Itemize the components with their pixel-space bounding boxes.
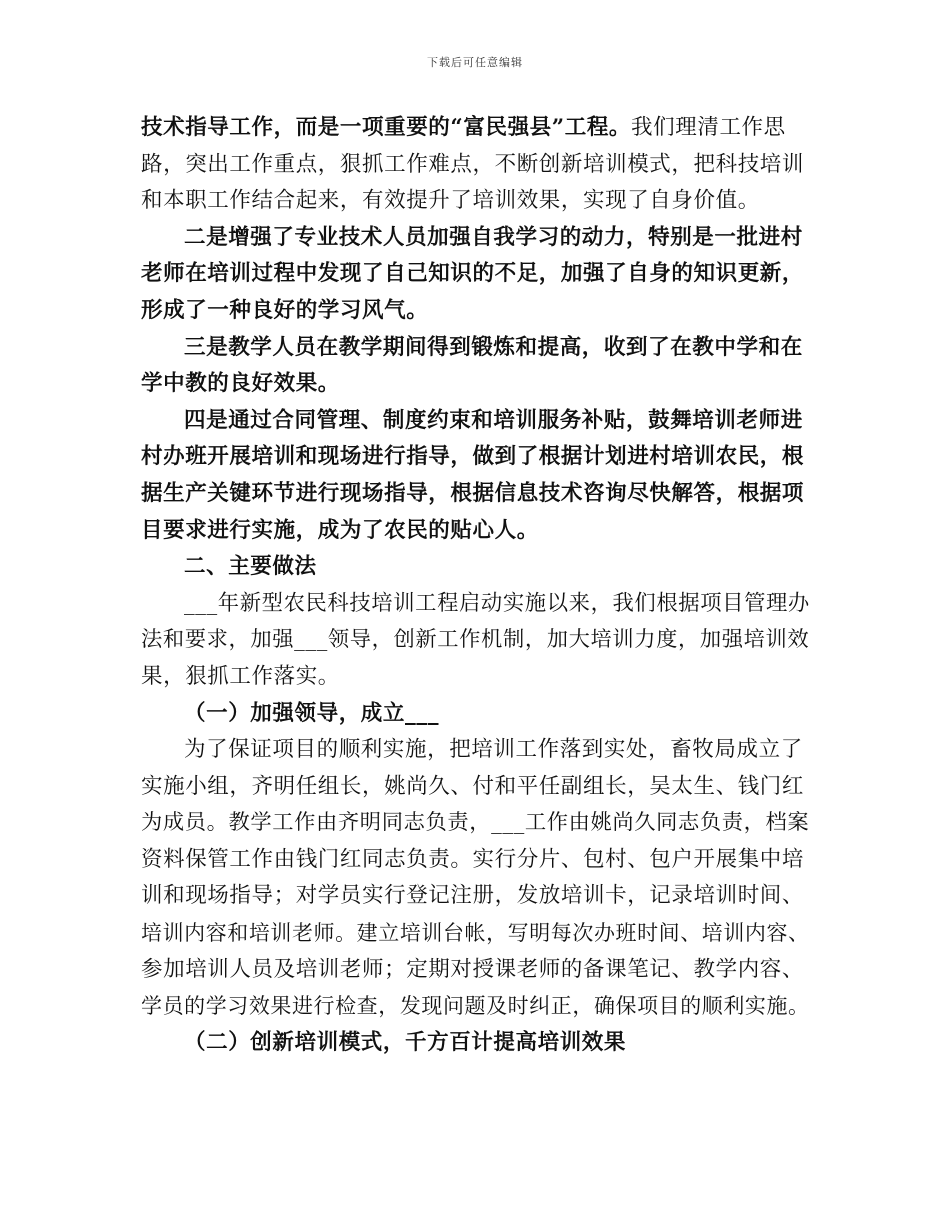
text-line: 形成了一种良好的学习风气。 (141, 297, 429, 323)
subsection-heading: （二）创新培训模式，千方百计提高培训效果 (184, 1029, 627, 1055)
text-line: 为成员。教学工作由齐明同志负责，___工作由姚尚久同志负责，档案 (141, 810, 810, 836)
text-line: 培训内容和培训老师。建立培训台帐，写明每次办班时间、培训内容、 (141, 921, 810, 946)
text-line: 据生产关键环节进行现场指导，根据信息技术咨询尽快解答，根据项 (141, 480, 805, 506)
text-line: 实施小组，齐明任组长，姚尚久、付和平任副组长，吴太生、钱门红 (141, 773, 805, 799)
text-line: 村办班开展培训和现场进行指导，做到了根据计划进村培训农民，根 (141, 444, 805, 470)
text-line: 果，狠抓工作落实。 (141, 663, 340, 689)
text-line: 和本职工作结合起来，有效提升了培训效果，实现了自身价值。 (141, 188, 760, 214)
text-line: 参加培训人员及培训老师；定期对授课老师的备课笔记、教学内容、 (141, 956, 805, 982)
text-line: 三是教学人员在教学期间得到锻炼和提高，收到了在教中学和在 (184, 334, 803, 360)
text-line: 训和现场指导；对学员实行登记注册，发放培训卡，记录培训时间、 (141, 883, 805, 909)
text-line: 路，突出工作重点，狠抓工作难点，不断创新培训模式，把科技培训 (141, 151, 805, 177)
text-line: ___年新型农民科技培训工程启动实施以来，我们根据项目管理办 (184, 590, 810, 616)
text-line: 目要求进行实施，成为了农民的贴心人。 (141, 517, 539, 543)
text-line: 四是通过合同管理、制度约束和培训服务补贴，鼓舞培训老师进 (184, 407, 803, 433)
text-line (141, 110, 813, 147)
subsection-heading: （一）加强领导，成立___ (184, 700, 440, 726)
text-line-normal-part: 我们理清工作思 (631, 115, 786, 140)
text-line: 法和要求，加强___领导，创新工作机制，加大培训力度，加强培训效 (141, 627, 810, 653)
text-line: 资料保管工作由钱门红同志负责。实行分片、包村、包户开展集中培 (141, 846, 805, 872)
text-line: 老师在培训过程中发现了自己知识的不足，加强了自身的知识更新， (141, 261, 805, 287)
page-header: 下载后可任意编辑 (427, 56, 523, 69)
document-body (141, 110, 813, 1061)
text-line: 学中教的良好效果。 (141, 371, 340, 397)
section-heading: 二、主要做法 (184, 554, 317, 580)
text-line: 学员的学习效果进行检查，发现问题及时纠正，确保项目的顺利实施。 (141, 994, 810, 1019)
text-line: 为了保证项目的顺利实施，把培训工作落到实处，畜牧局成立了 (184, 737, 803, 763)
text-line: 二是增强了专业技术人员加强自我学习的动力，特别是一批进村 (184, 224, 803, 250)
text-line-bold-part: 技术指导工作，而是一项重要的“富民强县”工程。 (141, 115, 632, 140)
